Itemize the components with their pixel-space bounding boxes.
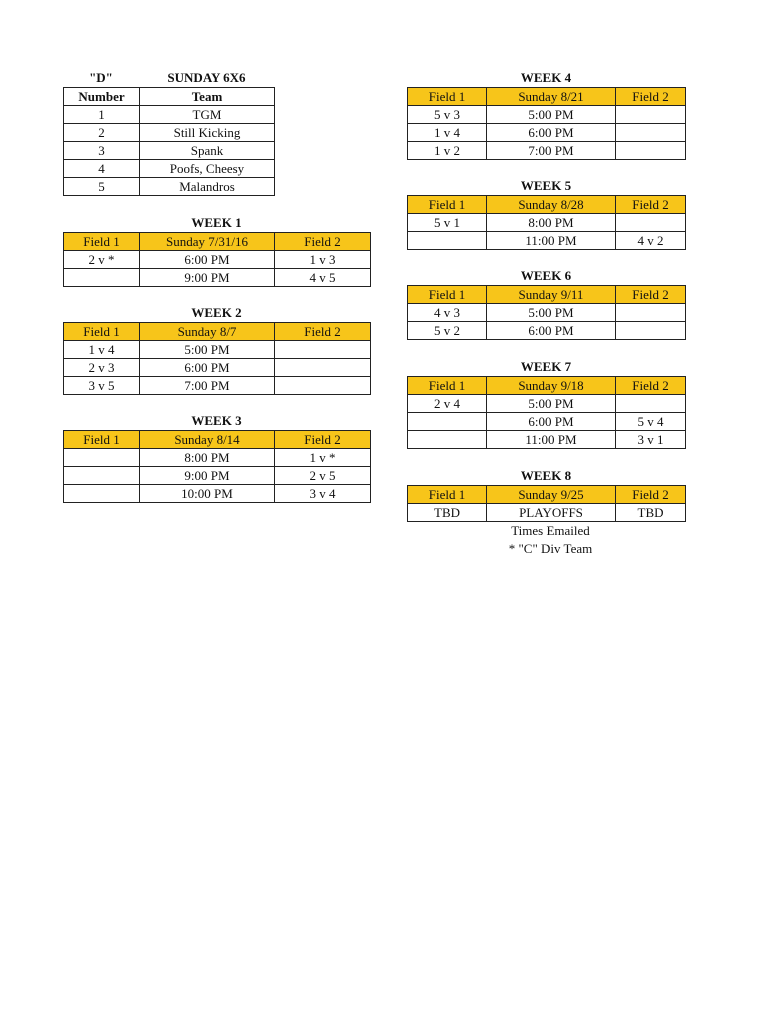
team-header: Team (140, 88, 275, 106)
field-2-game: 4 v 5 (275, 269, 371, 287)
field-2-game (616, 106, 686, 124)
field-2-game (616, 142, 686, 160)
table-row (64, 178, 275, 196)
field-2-header: Field 2 (275, 323, 371, 341)
field-1-header: Field 1 (408, 486, 487, 504)
field-2-header: Field 2 (616, 377, 686, 395)
field-1-game: 1 v 4 (64, 341, 140, 359)
week-1-block (63, 214, 370, 287)
field-2-game (616, 395, 686, 413)
field-1-game (408, 413, 487, 431)
field-1-header: Field 1 (64, 323, 140, 341)
field-1-game (64, 449, 140, 467)
table-row (64, 341, 371, 359)
team-name: Still Kicking (140, 124, 275, 142)
table-row (64, 485, 371, 503)
date-header: Sunday 7/31/16 (140, 233, 275, 251)
field-2-game (275, 377, 371, 395)
field-2-game (616, 322, 686, 340)
field-2-game: TBD (616, 504, 686, 522)
field-1-game: 2 v 4 (408, 395, 487, 413)
field-1-header: Field 1 (64, 431, 140, 449)
table-row (408, 214, 686, 232)
team-name: Poofs, Cheesy (140, 160, 275, 178)
table-row (408, 431, 686, 449)
field-2-game: 4 v 2 (616, 232, 686, 250)
field-2-game: 3 v 1 (616, 431, 686, 449)
table-row (408, 395, 686, 413)
week-schedule-table (407, 87, 686, 160)
field-2-header: Field 2 (275, 233, 371, 251)
game-time: 11:00 PM (487, 232, 616, 250)
table-header-row (64, 233, 371, 251)
game-time: 11:00 PM (487, 431, 616, 449)
week-title: WEEK 7 (520, 359, 572, 374)
game-time: 6:00 PM (140, 359, 275, 377)
game-time: 7:00 PM (140, 377, 275, 395)
game-time: 5:00 PM (140, 341, 275, 359)
field-1-game: 2 v 3 (64, 359, 140, 377)
division-label: "D" (89, 70, 113, 85)
game-time: 6:00 PM (487, 413, 616, 431)
times-note: Times Emailed (511, 523, 590, 538)
table-row (408, 106, 686, 124)
team-number: 2 (64, 124, 140, 142)
game-time: 6:00 PM (487, 322, 616, 340)
week-4-block (407, 69, 685, 160)
week-schedule-table (63, 232, 371, 287)
table-row (408, 322, 686, 340)
date-header: Sunday 9/18 (487, 377, 616, 395)
week-8-block (407, 467, 685, 558)
table-row (64, 269, 371, 287)
field-2-game (616, 214, 686, 232)
table-row (408, 124, 686, 142)
date-header: Sunday 8/28 (487, 196, 616, 214)
week-6-block (407, 267, 685, 340)
field-1-header: Field 1 (408, 88, 487, 106)
game-time: 6:00 PM (140, 251, 275, 269)
c-div-note: * "C" Div Team (508, 541, 593, 556)
field-2-header: Field 2 (616, 88, 686, 106)
table-header-row (408, 377, 686, 395)
field-1-game: 2 v * (64, 251, 140, 269)
team-name: TGM (140, 106, 275, 124)
field-1-game (408, 431, 487, 449)
week-7-block (407, 358, 685, 449)
table-header-row (408, 486, 686, 504)
field-2-game (275, 359, 371, 377)
date-header: Sunday 8/7 (140, 323, 275, 341)
week-title: WEEK 4 (520, 70, 572, 85)
field-2-game: 2 v 5 (275, 467, 371, 485)
game-time: 5:00 PM (487, 395, 616, 413)
roster-table (63, 87, 275, 196)
table-row (64, 160, 275, 178)
table-row (64, 449, 371, 467)
week-schedule-table (407, 195, 686, 250)
table-header-row (408, 196, 686, 214)
date-header: Sunday 8/21 (487, 88, 616, 106)
field-2-header: Field 2 (275, 431, 371, 449)
week-schedule-table (407, 376, 686, 449)
field-2-game: 3 v 4 (275, 485, 371, 503)
game-time: 5:00 PM (487, 106, 616, 124)
field-1-game: 5 v 2 (408, 322, 487, 340)
table-row (64, 377, 371, 395)
date-header: Sunday 9/25 (487, 486, 616, 504)
week-5-block (407, 177, 685, 250)
team-number: 3 (64, 142, 140, 160)
table-row (64, 467, 371, 485)
field-2-header: Field 2 (616, 286, 686, 304)
field-1-game (64, 485, 140, 503)
roster-heading (63, 69, 274, 87)
field-2-game: 1 v * (275, 449, 371, 467)
table-row (408, 413, 686, 431)
table-row (408, 142, 686, 160)
field-1-header: Field 1 (408, 286, 487, 304)
game-time: 9:00 PM (140, 467, 275, 485)
field-1-game: 4 v 3 (408, 304, 487, 322)
field-2-header: Field 2 (616, 196, 686, 214)
field-1-game: 1 v 2 (408, 142, 487, 160)
team-name: Malandros (140, 178, 275, 196)
field-1-game: 1 v 4 (408, 124, 487, 142)
field-2-game (616, 124, 686, 142)
game-time: 7:00 PM (487, 142, 616, 160)
date-header: Sunday 8/14 (140, 431, 275, 449)
week-title: WEEK 1 (191, 215, 242, 230)
game-time: 6:00 PM (487, 124, 616, 142)
week-title: WEEK 3 (191, 413, 242, 428)
table-row (64, 359, 371, 377)
table-header-row (64, 431, 371, 449)
table-row (64, 124, 275, 142)
field-1-game (64, 269, 140, 287)
number-header: Number (64, 88, 140, 106)
team-name: Spank (140, 142, 275, 160)
league-label: SUNDAY 6X6 (167, 70, 246, 85)
week-title: WEEK 5 (520, 178, 572, 193)
game-time: 8:00 PM (487, 214, 616, 232)
week-3-block (63, 412, 370, 503)
table-row (64, 106, 275, 124)
field-1-game (64, 467, 140, 485)
table-row (408, 232, 686, 250)
team-number: 5 (64, 178, 140, 196)
team-number: 4 (64, 160, 140, 178)
field-2-game (275, 341, 371, 359)
field-1-game: TBD (408, 504, 487, 522)
game-time: PLAYOFFS (487, 504, 616, 522)
week-schedule-table (407, 285, 686, 340)
team-number: 1 (64, 106, 140, 124)
field-1-header: Field 1 (408, 377, 487, 395)
week-schedule-table (63, 430, 371, 503)
table-row (64, 251, 371, 269)
week-schedule-table (407, 485, 686, 522)
table-header-row (408, 286, 686, 304)
field-1-game: 5 v 3 (408, 106, 487, 124)
week-schedule-table (63, 322, 371, 395)
game-time: 5:00 PM (487, 304, 616, 322)
field-2-game: 1 v 3 (275, 251, 371, 269)
notes (407, 522, 615, 558)
table-header-row (64, 323, 371, 341)
game-time: 8:00 PM (140, 449, 275, 467)
table-row (408, 504, 686, 522)
field-2-game: 5 v 4 (616, 413, 686, 431)
table-header-row (64, 88, 275, 106)
game-time: 10:00 PM (140, 485, 275, 503)
game-time: 9:00 PM (140, 269, 275, 287)
field-1-game: 5 v 1 (408, 214, 487, 232)
roster-block (63, 69, 274, 196)
date-header: Sunday 9/11 (487, 286, 616, 304)
field-1-header: Field 1 (408, 196, 487, 214)
week-title: WEEK 8 (520, 468, 572, 483)
table-row (64, 142, 275, 160)
field-1-game: 3 v 5 (64, 377, 140, 395)
week-title: WEEK 6 (520, 268, 572, 283)
field-2-game (616, 304, 686, 322)
field-2-header: Field 2 (616, 486, 686, 504)
week-title: WEEK 2 (191, 305, 242, 320)
field-1-game (408, 232, 487, 250)
table-header-row (408, 88, 686, 106)
table-row (408, 304, 686, 322)
field-1-header: Field 1 (64, 233, 140, 251)
week-2-block (63, 304, 370, 395)
